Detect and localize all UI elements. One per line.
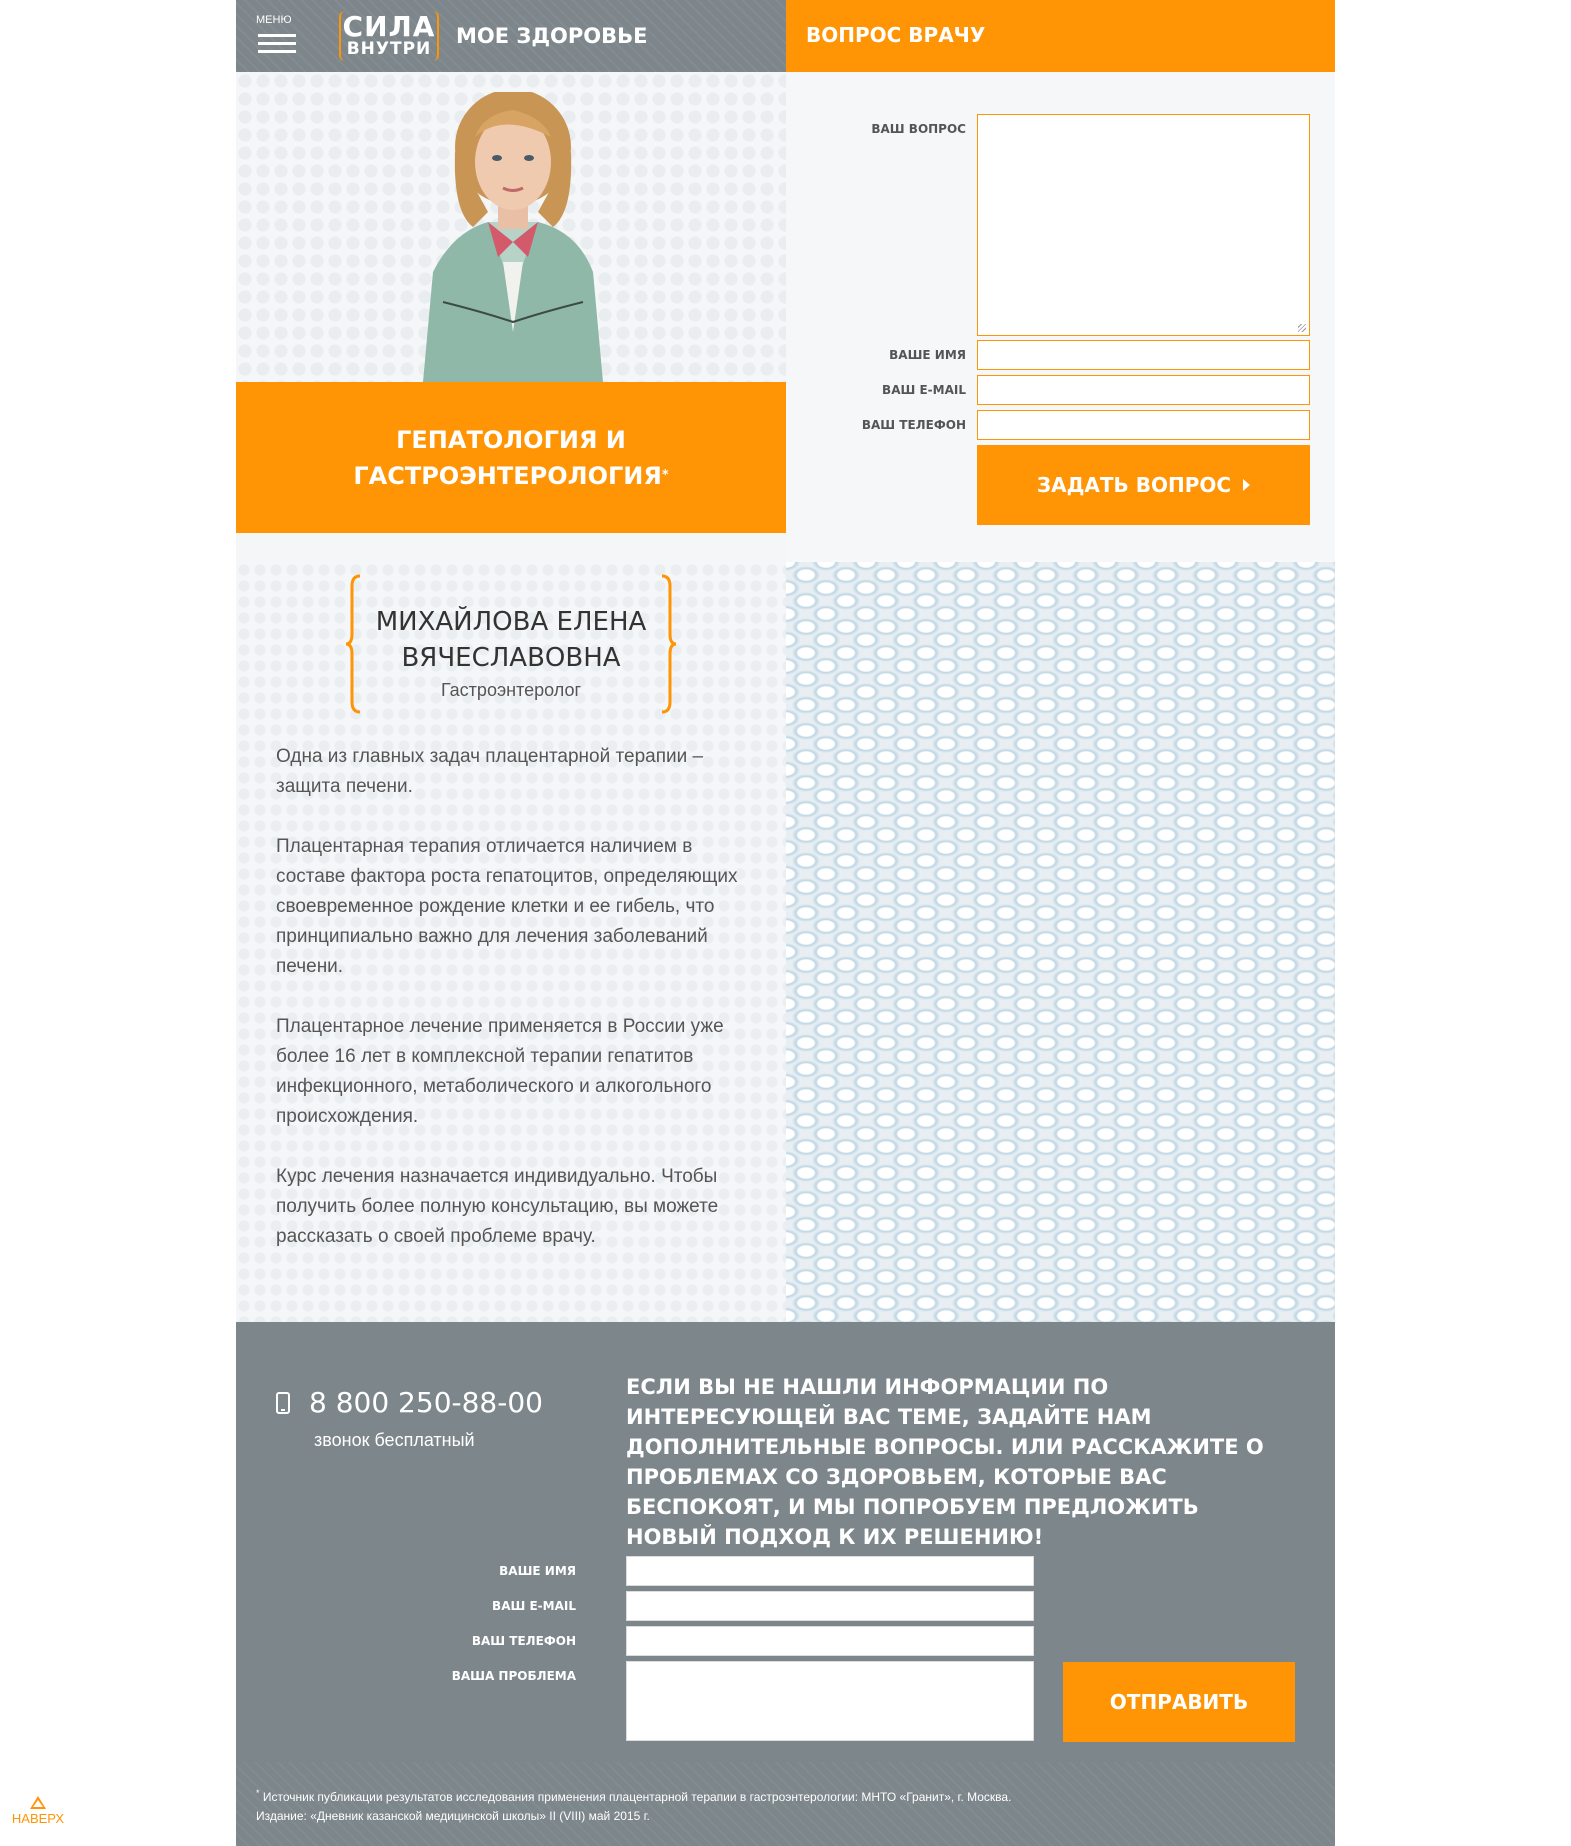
header-right — [786, 0, 1335, 72]
phone-label: ВАШ ТЕЛЕФОН — [861, 418, 966, 432]
source-line1 — [256, 1784, 1315, 1807]
doctor-bio — [236, 562, 786, 1322]
contact-section — [236, 1322, 1335, 1762]
contact-problem-textarea[interactable] — [626, 1661, 1034, 1741]
send-button[interactable]: ОТПРАВИТЬ — [1063, 1662, 1295, 1742]
page — [236, 0, 1335, 1846]
ask-question-label: ЗАДАТЬ ВОПРОС — [1036, 473, 1232, 497]
question-label: ВАШ ВОПРОС — [871, 122, 966, 136]
bio-paragraph: Курс лечения назначается индивидуально. Чтобы получить более полную консультацию, вы можете рассказать о своей проблеме врачу. — [276, 1166, 719, 1247]
menu-icon — [258, 34, 296, 54]
menu-label: МЕНЮ — [256, 14, 292, 26]
bio-paragraph: Одна из главных задач плацентарной терапии – защита печени. — [276, 746, 704, 797]
phone-note: звонок бесплатный — [314, 1430, 475, 1450]
brace-right-icon — [660, 574, 676, 714]
logo-line1: СИЛА — [342, 10, 436, 43]
contact-email-input[interactable] — [626, 1591, 1034, 1621]
email-label: ВАШ E-MAIL — [882, 383, 966, 397]
footnote-mark: * — [661, 467, 669, 483]
decorative-pattern-image — [786, 562, 1335, 1322]
source-line1-text: Источник публикации результатов исследования применения плацентарной терапии в гастроэнтерологии: МНТО «Гранит», г. Москва. — [262, 1790, 1012, 1804]
specialty-text: ГЕПАТОЛОГИЯ И ГАСТРОЭНТЕРОЛОГИЯ — [353, 425, 662, 490]
menu-button[interactable] — [256, 12, 300, 60]
to-top-button[interactable] — [6, 1796, 70, 1826]
bio-paragraph: Плацентарная терапия отличается наличием в составе фактора роста гепатоцитов, определяющих своевременное рождение клетки и ее гибель, что принципиально важно для лечения заболеваний печени. — [276, 836, 738, 977]
doctor-name-block — [346, 574, 676, 714]
footnote-mark: * — [256, 1788, 260, 1798]
contact-phone-input[interactable] — [626, 1626, 1034, 1656]
brace-left-icon — [346, 574, 362, 714]
header-left — [236, 0, 786, 72]
specialty-banner — [236, 382, 786, 533]
contact-heading: ЕСЛИ ВЫ НЕ НАШЛИ ИНФОРМАЦИИ ПО ИНТЕРЕСУЮЩЕЙ ВАС ТЕМЕ, ЗАДАЙТЕ НАМ ДОПОЛНИТЕЛЬНЫЕ ВОПРОСЫ. ИЛИ РАССКАЖИТЕ О ПРОБЛЕМАХ СО ЗДОРОВЬЕМ, КОТОРЫЕ ВАС БЕСПОКОЯТ, И МЫ ПОПРОБУЕМ ПРЕДЛОЖИТЬ НОВЫЙ ПОДХОД К ИХ РЕШЕНИЮ! — [626, 1375, 1264, 1549]
doctor-photo-area — [236, 72, 786, 382]
header — [236, 0, 1335, 72]
doctor-name: МИХАЙЛОВА ЕЛЕНА ВЯЧЕСЛАВОВНА — [375, 607, 647, 673]
to-top-label: НАВЕРХ — [11, 1811, 65, 1826]
question-textarea[interactable] — [977, 114, 1310, 336]
phone-icon — [276, 1392, 290, 1414]
contact-name-input[interactable] — [626, 1556, 1034, 1586]
contact-phone-label: ВАШ ТЕЛЕФОН — [471, 1634, 576, 1648]
name-label: ВАШЕ ИМЯ — [889, 348, 966, 362]
contact-email-label: ВАШ E-MAIL — [492, 1599, 576, 1613]
arrow-up-icon — [30, 1796, 46, 1809]
bio-text — [276, 742, 746, 1282]
specialty-title — [331, 422, 691, 494]
ask-doctor-title: ВОПРОС ВРАЧУ — [806, 23, 986, 47]
arrow-right-icon — [1243, 479, 1250, 491]
source-note — [236, 1762, 1335, 1846]
phone-input[interactable] — [977, 410, 1310, 440]
doctor-role: Гастроэнтеролог — [440, 680, 582, 700]
doctor-photo — [393, 92, 633, 382]
resize-grip-icon[interactable] — [1298, 324, 1306, 332]
contact-name-label: ВАШЕ ИМЯ — [499, 1564, 576, 1578]
email-input[interactable] — [977, 375, 1310, 405]
phone-number[interactable]: 8 800 250-88-00 — [309, 1386, 543, 1419]
logo-line2: ВНУТРИ — [346, 39, 432, 59]
contact-problem-label: ВАША ПРОБЛЕМА — [451, 1669, 576, 1683]
logo[interactable] — [339, 11, 439, 61]
name-input[interactable] — [977, 340, 1310, 370]
question-form — [786, 72, 1335, 562]
source-line2: Издание: «Дневник казанской медицинской школы» II (VIII) май 2015 г. — [256, 1809, 650, 1823]
ask-question-button[interactable] — [977, 445, 1310, 525]
bio-paragraph: Плацентарное лечение применяется в России уже более 16 лет в комплексной терапии гепатитов инфекционного, метаболического и алкогольного происхождения. — [276, 1016, 724, 1127]
site-title[interactable]: МОЕ ЗДОРОВЬЕ — [456, 24, 648, 48]
